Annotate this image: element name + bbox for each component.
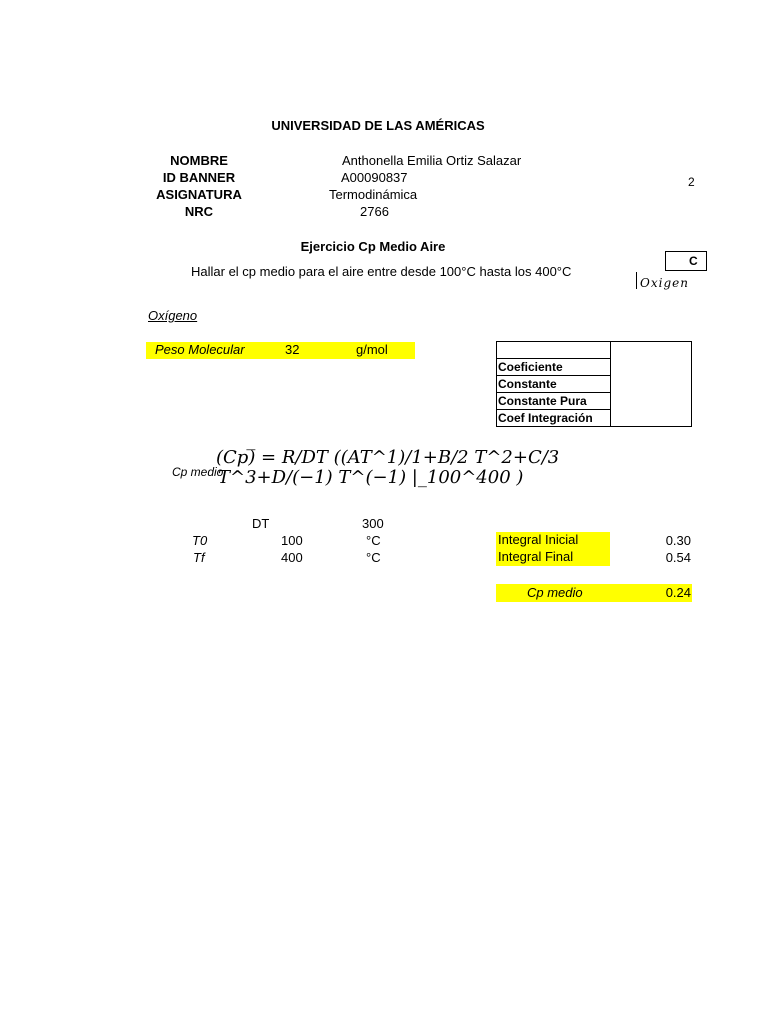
mw-label: Peso Molecular	[155, 342, 245, 357]
dt-value: 300	[362, 516, 384, 531]
table-row-label: Coeficiente	[497, 359, 611, 376]
tf-unit: °C	[366, 550, 381, 565]
coefficient-table	[496, 341, 692, 427]
clipped-oxigen: Oxigen	[640, 276, 689, 290]
cp-medio-row	[496, 584, 692, 602]
integral-inicial-cell	[496, 532, 610, 549]
info-value-nombre: Anthonella Emilia Ortiz Salazar	[342, 153, 522, 168]
tf-value: 400	[281, 550, 303, 565]
t0-value: 100	[281, 533, 303, 548]
university-title: UNIVERSIDAD DE LAS AMÉRICAS	[271, 118, 485, 133]
table-row-label: Constante	[497, 376, 611, 393]
info-value-asignatura: Termodinámica	[329, 187, 418, 202]
table-cell	[497, 342, 611, 359]
integral-final-label: Integral Final	[498, 549, 574, 564]
t0-label: T0	[192, 533, 208, 548]
table-cell	[610, 342, 691, 427]
clipped-bracket	[636, 272, 637, 289]
info-label-nombre: NOMBRE	[170, 153, 228, 168]
exercise-statement: Hallar el cp medio para el aire entre desde 100°C hasta los 400°C	[191, 264, 572, 279]
cp-medio-value: 0.24	[665, 585, 691, 600]
table-row-label: Constante Pura	[497, 393, 611, 410]
info-value-id-banner: A00090837	[341, 170, 408, 185]
formula-label: Cp medio	[172, 465, 224, 479]
formula-line-2: T^3+D/(−1) T^(−1) |_100^400 )	[218, 467, 524, 488]
integral-inicial-label: Integral Inicial	[498, 532, 579, 547]
mw-value: 32	[285, 342, 300, 357]
integral-final-value: 0.54	[665, 550, 691, 565]
mw-unit: g/mol	[356, 342, 388, 357]
dt-label: DT	[252, 516, 270, 531]
formula-line-1: (Cp)̅ = R/DT ((AT^1)/1+B/2 T^2+C/3	[216, 447, 560, 468]
gas-name: Oxígeno	[148, 308, 198, 323]
exercise-title: Ejercicio Cp Medio Aire	[300, 239, 446, 254]
info-label-nrc: NRC	[184, 204, 214, 219]
integral-final-cell	[496, 549, 610, 566]
integral-inicial-value: 0.30	[665, 533, 691, 548]
info-value-nrc: 2766	[360, 204, 389, 219]
clipped-digit: 2	[688, 175, 695, 189]
table-row-label: Coef Integración	[497, 410, 611, 427]
molecular-weight-row	[146, 342, 415, 359]
cp-medio-label: Cp medio	[527, 585, 583, 600]
info-label-asignatura: ASIGNATURA	[156, 187, 242, 202]
clipped-box	[665, 251, 707, 271]
info-label-id-banner: ID BANNER	[162, 170, 236, 185]
t0-unit: °C	[366, 533, 381, 548]
tf-label: Tf	[193, 550, 205, 565]
clipped-box-text: C	[689, 254, 698, 268]
